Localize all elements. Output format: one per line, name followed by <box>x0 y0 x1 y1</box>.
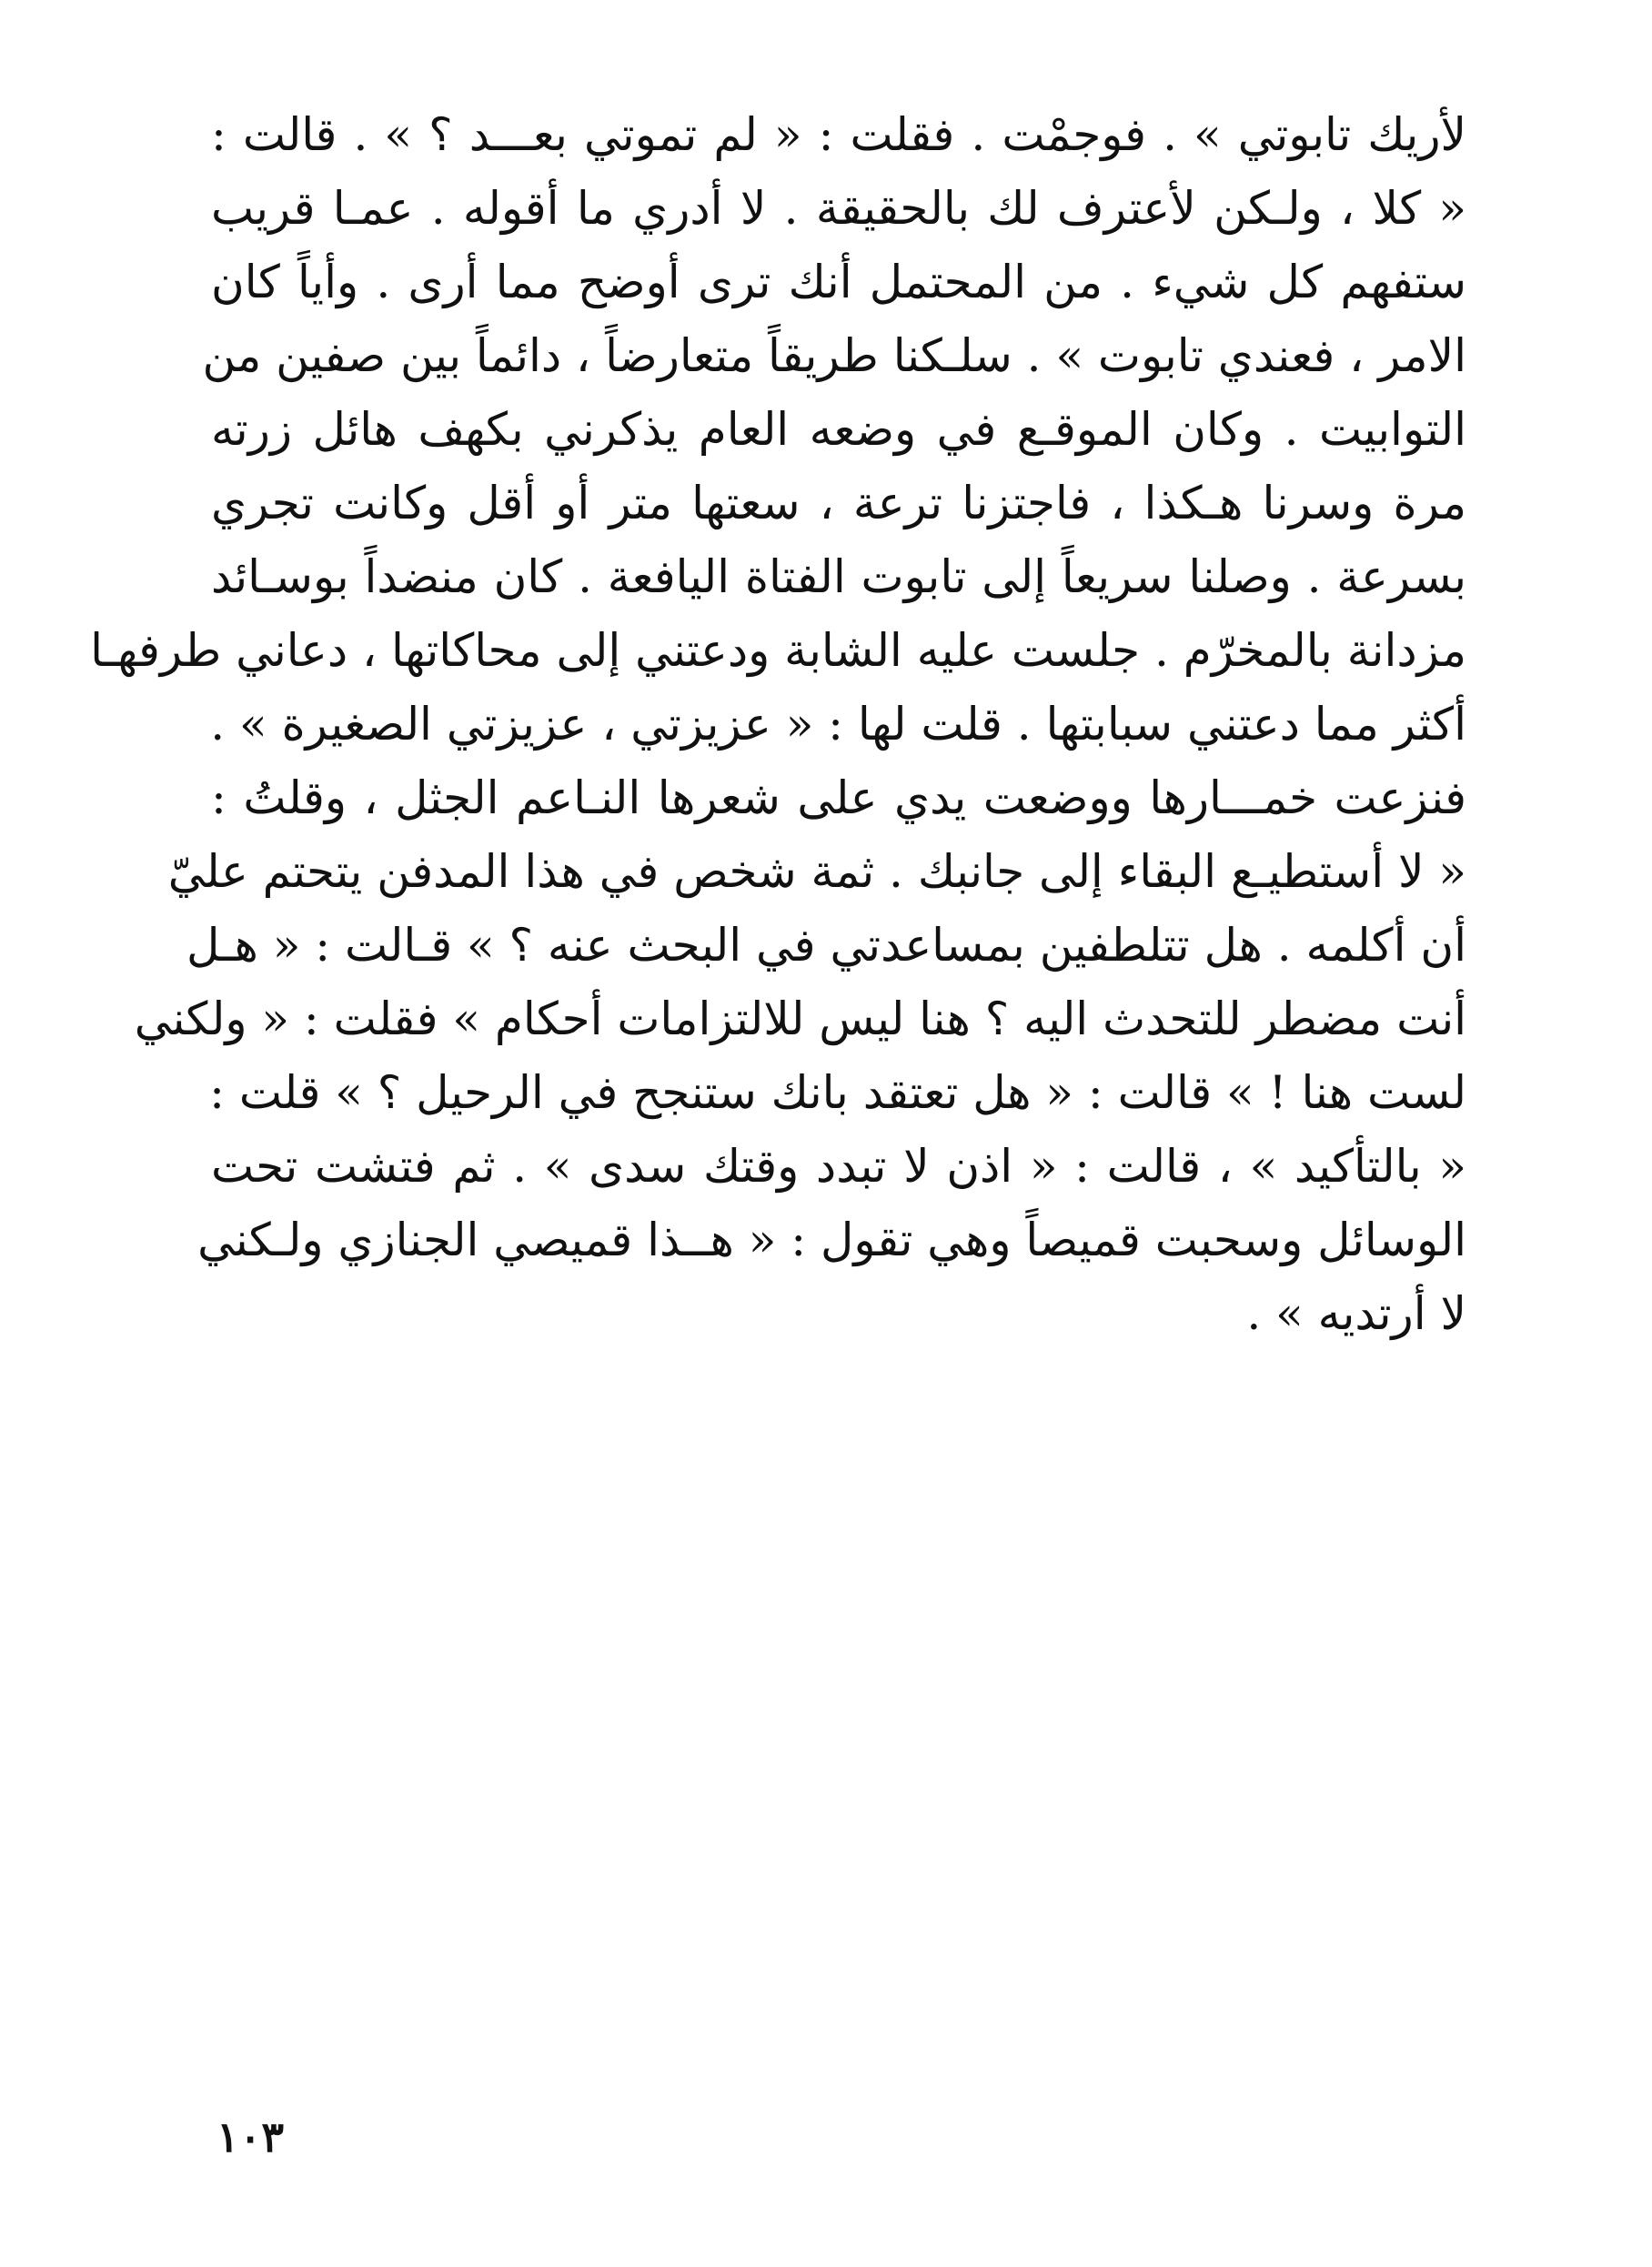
text-line: فنزعت خمـــارها ووضعت يدي على شعرها النـاعم الجثل ، وقلتُ : <box>211 771 1466 824</box>
text-line: الوسائل وسحبت قميصاً وهي تقول : « هــذا قميصي الجنازي ولـكني <box>197 1214 1466 1266</box>
text-line: « لا أستطيـع البقاء إلى جانبك . ثمة شخص في هذا المدفن يتحتم عليّ <box>167 845 1466 898</box>
text-line: الامر ، فعندي تابوت » . سلـكنا طريقاً متعارضاً ، دائماً بين صفين من <box>202 329 1466 382</box>
text-line: « كلا ، ولـكن لأعترف لك بالحقيقة . لا أدري ما أقوله . عمـا قريب <box>211 182 1466 235</box>
text-line: بسرعة . وصلنا سريعاً إلى تابوت الفتاة اليافعة . كان منضداً بوسـائد <box>211 550 1466 603</box>
text-line: أنت مضطر للتحدث اليه ؟ هنا ليس للالتزامات أحكام » فقلت : « ولكني <box>134 992 1466 1045</box>
text-line: لأريك تابوتي » . فوجمْت . فقلت : « لم تموتي بعـــد ؟ » . قالت : <box>211 108 1466 161</box>
text-line-last: لا أرتديه » . <box>1246 1287 1466 1340</box>
page-number: ١٠٣ <box>217 2112 285 2161</box>
text-line: مرة وسرنا هـكذا ، فاجتزنا ترعة ، سعتها متر أو أقل وكانت تجري <box>211 477 1466 529</box>
text-line: التوابيت . وكان الموقـع في وضعه العام يذكرني بكهف هائل زرته <box>211 403 1466 456</box>
text-line: « بالتأكيد » ، قالت : « اذن لا تبدد وقتك سدى » . ثم فتشت تحت <box>211 1140 1466 1193</box>
body-text <box>90 98 1466 1351</box>
text-line: لست هنا ! » قالت : « هل تعتقد بانك ستنجح في الرحيل ؟ » قلت : <box>209 1066 1466 1119</box>
text-line: مزدانة بالمخرّم . جلست عليه الشابة ودعتني إلى محاكاتها ، دعاني طرفهـا <box>90 624 1466 677</box>
text-line: أن أكلمه . هل تتلطفين بمساعدتي في البحث عنه ؟ » قـالت : « هـل <box>186 919 1466 972</box>
text-line: ستفهم كل شيء . من المحتمل أنك ترى أوضح مما أرى . وأياً كان <box>211 256 1466 308</box>
text-line: أكثر مما دعتني سبابتها . قلت لها : « عزيزتي ، عزيزتي الصغيرة » . <box>210 698 1466 751</box>
